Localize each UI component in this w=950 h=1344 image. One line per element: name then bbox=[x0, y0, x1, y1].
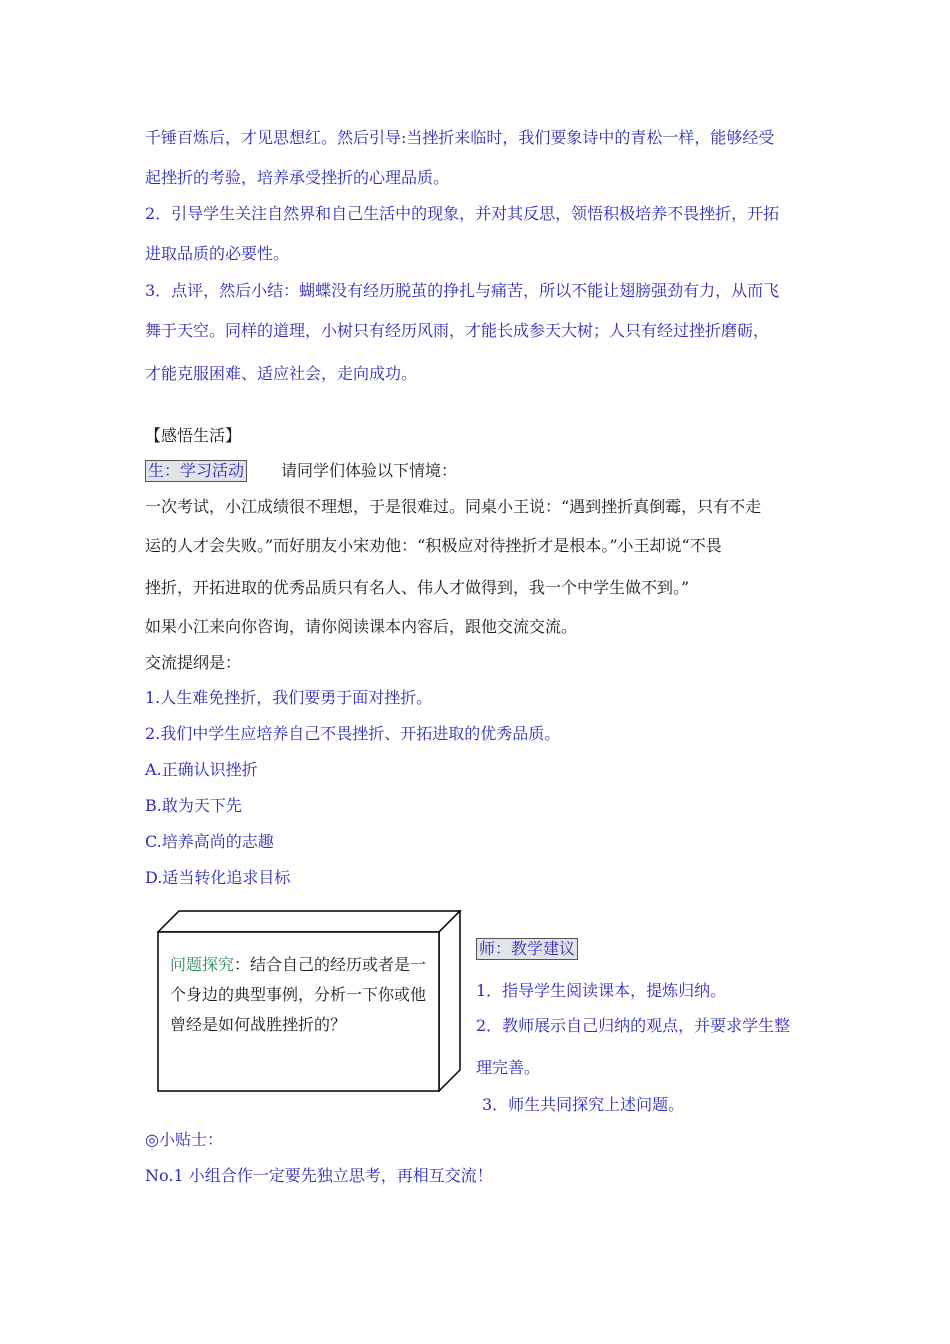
paragraph-line: 才能克服困难、适应社会，走向成功。 bbox=[145, 364, 418, 383]
paragraph-line: 舞于天空。同样的道理，小树只有经历风雨，才能长成参天大树；人只有经过挫折磨砺， bbox=[145, 321, 770, 340]
paragraph-line: 起挫折的考验，培养承受挫折的心理品质。 bbox=[145, 168, 450, 187]
teacher-tag-row bbox=[476, 938, 816, 960]
outline-item: C.培养高尚的志趣 bbox=[145, 832, 274, 851]
student-activity-tag: 生：学习活动 bbox=[145, 460, 247, 482]
teacher-item: 3．师生共同探究上述问题。 bbox=[482, 1095, 685, 1114]
tips-title: ◎小贴士： bbox=[145, 1130, 223, 1149]
story-line: 如果小江来向你咨询，请你阅读课本内容后，跟他交流交流。 bbox=[145, 617, 578, 636]
outline-item: A.正确认识挫折 bbox=[145, 760, 258, 779]
story-line: 交流提纲是： bbox=[145, 653, 242, 672]
inquiry-question: ：结合自己的经历或者是一个身边的典型事例，分析一下你或他曾经是如何战胜挫折的？ bbox=[170, 955, 427, 1034]
story-line: 一次考试，小江成绩很不理想，于是很难过。同桌小王说：“遇到挫折真倒霉，只有不走 bbox=[145, 497, 762, 516]
inquiry-label: 问题探究 bbox=[170, 955, 235, 974]
outline-item: D.适当转化追求目标 bbox=[145, 868, 291, 887]
paragraph-line: 进取品质的必要性。 bbox=[145, 244, 290, 263]
story-line: 运的人才会失败。”而好朋友小宋劝他：“积极应对待挫折才是根本。”小王却说“不畏 bbox=[145, 536, 722, 555]
section-title: 【感悟生活】 bbox=[145, 426, 242, 445]
outline-item: 1.人生难免挫折，我们要勇于面对挫折。 bbox=[145, 688, 433, 707]
paragraph-line: 3．点评，然后小结：蝴蝶没有经历脱茧的挣扎与痛苦，所以不能让翅膀强劲有力，从而飞 bbox=[145, 281, 780, 300]
student-activity-row bbox=[145, 460, 457, 482]
story-line: 挫折，开拓进取的优秀品质只有名人、伟人才做得到，我一个中学生做不到。” bbox=[145, 578, 690, 597]
teacher-item: 2．教师展示自己归纳的观点，并要求学生整 bbox=[476, 1016, 791, 1035]
tips-item: No.1 小组合作一定要先独立思考，再相互交流！ bbox=[145, 1166, 493, 1185]
inquiry-text bbox=[170, 950, 438, 1040]
teacher-tag: 师：教学建议 bbox=[476, 938, 578, 960]
activity-intro: 请同学们体验以下情境： bbox=[281, 461, 458, 480]
outline-item: 2.我们中学生应培养自己不畏挫折、开拓进取的优秀品质。 bbox=[145, 724, 561, 743]
teacher-item: 1．指导学生阅读课本，提炼归纳。 bbox=[476, 981, 727, 1000]
outline-item: B.敢为天下先 bbox=[145, 796, 242, 815]
paragraph-line: 千锤百炼后，才见思想红。然后引导:当挫折来临时，我们要象诗中的青松一样，能够经受 bbox=[145, 128, 775, 147]
paragraph-line: 2．引导学生关注自然界和自己生活中的现象，并对其反思，领悟积极培养不畏挫折，开拓 bbox=[145, 204, 780, 223]
teacher-item: 理完善。 bbox=[476, 1058, 541, 1077]
